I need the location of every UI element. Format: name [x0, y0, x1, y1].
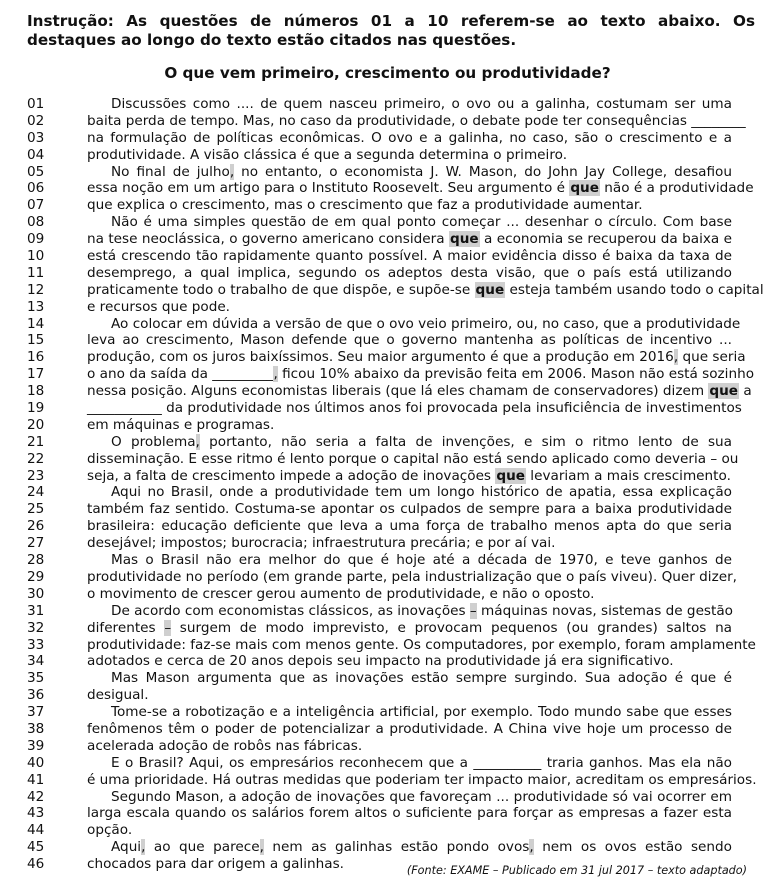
text-segment: o movimento de crescer gerou aumento de produtividade, e não o oposto.: [87, 585, 595, 602]
text-segment: opção.: [87, 822, 133, 839]
text-segment: desemprego, a qual implica, segundo os adeptos desta visão, que o país está utilizando: [87, 264, 732, 281]
highlighted-word: que: [449, 231, 479, 248]
line-text: [111, 704, 732, 721]
line-number: 34: [27, 653, 45, 670]
text-segment: ao que parece: [145, 839, 260, 856]
highlighted-punctuation: ,: [673, 349, 679, 366]
text-segment: o ano da saída da _________: [87, 366, 274, 383]
highlighted-punctuation: –: [469, 602, 477, 619]
line-text: [87, 721, 732, 738]
line-text: [87, 366, 755, 383]
text-segment: adotados e cerca de 20 anos depois seu impacto na produtividade já era significativo.: [87, 653, 674, 670]
text-line: [27, 721, 732, 738]
line-number: 29: [27, 568, 45, 585]
line-number: 45: [27, 839, 45, 856]
line-text: [87, 147, 732, 164]
line-text: [87, 822, 732, 839]
text-line: [27, 400, 742, 417]
text-line: [27, 130, 732, 147]
text-segment: produtividade: faz-se mais com menos gente. Os computadores, por exemplo, foram amplamente: [87, 636, 756, 653]
line-number: 13: [27, 298, 45, 315]
line-text: [111, 789, 732, 806]
line-number: 39: [27, 737, 45, 754]
line-number: 09: [27, 231, 45, 248]
highlighted-punctuation: ,: [229, 163, 235, 180]
line-number: 08: [27, 214, 45, 231]
text-line: [27, 687, 732, 704]
line-number: 32: [27, 619, 45, 636]
line-number: 17: [27, 366, 45, 383]
text-line: [27, 248, 732, 265]
source-citation: (Fonte: EXAME – Publicado em 31 jul 2017 – texto adaptado): [406, 864, 747, 877]
line-number: 44: [27, 822, 45, 839]
highlighted-punctuation: ,: [195, 433, 200, 450]
text-line: [27, 164, 732, 181]
line-number: 05: [27, 163, 45, 180]
numbered-text-body: [27, 96, 764, 873]
text-line: [27, 147, 732, 164]
line-number: 38: [27, 720, 45, 737]
text-line: [27, 822, 732, 839]
line-text: [87, 299, 732, 316]
line-text: [87, 450, 739, 468]
text-segment: em máquinas e programas.: [87, 416, 275, 433]
text-line: [27, 789, 732, 806]
text-line: [27, 586, 732, 603]
text-segment: produtividade. A visão clássica é que a segunda determina o primeiro.: [87, 146, 568, 163]
text-line: [27, 180, 754, 197]
text-line: [27, 518, 732, 535]
text-line: [27, 484, 732, 501]
highlighted-punctuation: ,: [259, 839, 264, 856]
text-line: [27, 231, 732, 248]
line-text: [87, 281, 764, 299]
line-number: 03: [27, 129, 45, 146]
text-line: [27, 417, 732, 434]
line-number: 36: [27, 687, 45, 704]
text-segment: ___________ da produtividade nos últimos anos foi provocada pela insuficiência de investimentos: [87, 400, 742, 417]
text-line: [27, 535, 732, 552]
line-text: [87, 332, 732, 349]
line-number: 46: [27, 856, 45, 873]
line-number: 27: [27, 535, 45, 552]
text-line: [27, 366, 755, 383]
line-number: 31: [27, 602, 45, 619]
text-segment: Discussões como .... de quem nasceu primeiro, o ovo ou a galinha, costumam ser uma: [111, 96, 732, 112]
text-segment: De acordo com economistas clássicos, as inovações: [111, 602, 470, 619]
line-number: 12: [27, 281, 45, 298]
line-text: [111, 670, 732, 687]
text-segment: esteja também usando todo o capital: [505, 281, 764, 298]
text-segment: desejável; impostos; burocracia; infraestrutura precária; e por aí vai.: [87, 535, 556, 552]
line-text: [87, 383, 752, 400]
text-segment: surgem de modo imprevisto, e provocam pequenos (ou grandes) saltos na: [171, 619, 733, 636]
text-segment: baita perda de tempo. Mas, no caso da produtividade, o debate pode ter consequências ________: [87, 112, 746, 129]
line-number: 15: [27, 332, 45, 349]
text-segment: nem os ovos estão sendo: [533, 839, 732, 856]
line-text: [111, 164, 732, 181]
line-text: [111, 214, 732, 231]
line-text: [87, 501, 732, 518]
line-text: [111, 96, 732, 113]
text-line: [27, 299, 732, 316]
text-segment: também faz sentido. Costuma-se apontar os culpados de sempre para a baixa produtividade: [87, 501, 732, 518]
line-text: [87, 180, 754, 197]
text-segment: Aqui: [111, 839, 142, 856]
line-text: [87, 535, 732, 552]
text-segment: acelerada adoção de robôs nas fábricas.: [87, 737, 363, 754]
text-line: [27, 738, 732, 755]
text-segment: Ao colocar em dúvida a versão de que o ovo veio primeiro, ou, no caso, que a produtividade: [111, 315, 741, 332]
text-line: [27, 568, 737, 586]
line-number: 41: [27, 771, 45, 788]
text-title: O que vem primeiro, crescimento ou produtividade?: [164, 64, 611, 82]
text-segment: no entanto, o economista J. W. Mason, do John Jay College, desafiou: [234, 163, 732, 180]
line-text: [111, 839, 732, 856]
line-text: [87, 738, 732, 755]
line-number: 20: [27, 416, 45, 433]
line-text: [87, 468, 732, 485]
line-number: 26: [27, 518, 45, 535]
highlighted-punctuation: ,: [529, 839, 534, 856]
line-number: 42: [27, 788, 45, 805]
text-line: [27, 805, 732, 822]
highlighted-word: que: [475, 281, 505, 298]
text-segment: levariam a mais crescimento.: [525, 467, 731, 484]
line-number: 37: [27, 704, 45, 721]
line-text: [87, 400, 742, 417]
text-segment: máquinas novas, sistemas de gestão: [476, 602, 733, 619]
line-number: 43: [27, 805, 45, 822]
line-number: 19: [27, 400, 45, 417]
line-text: [87, 417, 732, 434]
line-text: [111, 434, 732, 451]
line-number: 21: [27, 433, 45, 450]
text-line: [27, 704, 732, 721]
line-text: [87, 349, 746, 366]
line-text: [87, 586, 732, 603]
line-text: [87, 568, 737, 586]
text-segment: a: [739, 383, 752, 400]
text-segment: Mas Mason argumenta que as inovações estão sempre surgindo. Sua adoção é que é: [111, 670, 732, 687]
text-segment: seja, a falta de crescimento impede a adoção de inovações: [87, 467, 496, 484]
line-number: 28: [27, 552, 45, 569]
line-number: 30: [27, 585, 45, 602]
line-text: [87, 518, 732, 535]
text-line: [27, 315, 741, 333]
text-segment: a economia se recuperou da baixa e: [479, 231, 732, 248]
text-line: [27, 636, 756, 654]
text-segment: larga escala quando os salários forem altos o suficiente para forçar as empresas a fazer esta: [87, 805, 732, 822]
text-line: [27, 112, 746, 130]
text-segment: nem as galinhas estão pondo ovos: [263, 839, 530, 856]
line-text: [87, 231, 732, 248]
highlighted-punctuation: ,: [141, 839, 146, 856]
line-text: [87, 130, 732, 147]
text-line: [27, 771, 757, 789]
line-text: [87, 112, 746, 130]
line-number: 18: [27, 383, 45, 400]
text-line: [27, 653, 732, 670]
text-segment: leva ao crescimento, Mason defende que o governo mantenha as políticas de incentivo ...: [87, 332, 732, 349]
text-segment: que explica o crescimento, mas o crescimento que faz a produtividade aumentar.: [87, 197, 643, 214]
text-line: [27, 197, 732, 214]
line-number: 35: [27, 670, 45, 687]
text-line: [27, 434, 732, 451]
text-line: [27, 755, 732, 772]
text-line: [27, 383, 752, 400]
text-segment: Segundo Mason, a adoção de inovações que favoreçam ... produtividade só vai ocorrer em: [111, 788, 732, 805]
text-segment: Tome-se a robotização e a inteligência artificial, por exemplo. Todo mundo sabe que esses: [111, 704, 732, 721]
text-line: [27, 620, 732, 637]
line-number: 10: [27, 248, 45, 265]
text-segment: disseminação. E esse ritmo é lento porque o capital não está sendo aplicado como deveria – ou: [87, 450, 739, 467]
text-segment: na formulação de políticas econômicas. O ovo e a galinha, no caso, são o crescimento e a: [87, 129, 732, 146]
line-text: [87, 197, 732, 214]
instruction-text: Instrução: As questões de números 01 a 10 referem-se ao texto abaixo. Os destaques ao longo do texto estão citados nas questões.: [27, 12, 755, 49]
highlighted-word: que: [496, 467, 525, 484]
text-segment: portanto, não seria a falta de invenções, e sim o ritmo lento de sua: [199, 433, 732, 450]
text-segment: Não é uma simples questão de em qual ponto começar ... desenhar o círculo. Com base: [111, 214, 732, 231]
line-number: 22: [27, 450, 45, 467]
text-line: [27, 468, 732, 485]
line-text: [87, 687, 732, 704]
text-segment: ficou 10% abaixo da previsão feita em 2006. Mason não está sozinho: [277, 366, 755, 383]
text-segment: fenômenos têm o poder de potencializar a produtividade. A China vive hoje um processo de: [87, 720, 732, 737]
line-number: 07: [27, 197, 45, 214]
line-text: [111, 484, 732, 501]
line-number: 06: [27, 180, 45, 197]
line-number: 24: [27, 484, 45, 501]
line-number: 11: [27, 264, 45, 281]
highlighted-punctuation: –: [164, 619, 172, 636]
text-segment: Mas o Brasil não era melhor do que é hoje até a década de 1970, e teve ganhos de: [111, 552, 732, 569]
line-text: [87, 620, 732, 637]
text-line: [27, 96, 732, 113]
text-line: [27, 670, 732, 687]
line-text: [87, 636, 756, 654]
text-segment: na tese neoclássica, o governo americano considera: [87, 231, 449, 248]
line-text: [87, 248, 732, 265]
line-text: [87, 653, 732, 670]
line-number: 02: [27, 112, 45, 129]
line-number: 40: [27, 754, 45, 771]
text-line: [27, 450, 739, 468]
text-line: [27, 265, 732, 282]
line-number: 04: [27, 146, 45, 163]
text-segment: que seria: [678, 349, 746, 366]
line-text: [87, 265, 732, 282]
text-line: [27, 281, 764, 299]
line-text: [87, 771, 757, 789]
text-segment: é uma prioridade. Há outras medidas que poderiam ter impacto maior, acreditam os empresários.: [87, 771, 757, 788]
highlighted-word: que: [709, 383, 739, 400]
line-number: 16: [27, 349, 45, 366]
text-segment: nessa posição. Alguns economistas liberais (que lá eles chamam de conservadores) dizem: [87, 383, 709, 400]
line-number: 25: [27, 501, 45, 518]
text-line: [27, 214, 732, 231]
text-segment: chocados para dar origem a galinhas.: [87, 856, 344, 873]
text-segment: brasileira: educação deficiente que leva a uma força de trabalho menos apta do que seria: [87, 518, 732, 535]
line-text: [111, 603, 732, 620]
line-number: 23: [27, 467, 45, 484]
line-text: [87, 805, 732, 822]
text-segment: não é a produtividade: [599, 180, 754, 197]
text-segment: essa noção em um artigo para o Instituto Roosevelt. Seu argumento é: [87, 180, 570, 197]
line-text: [111, 755, 732, 772]
text-line: [27, 332, 732, 349]
text-line: [27, 501, 732, 518]
text-line: [27, 839, 732, 856]
line-text: [111, 552, 732, 569]
text-line: [27, 552, 732, 569]
line-text: [111, 315, 741, 333]
text-line: [27, 603, 732, 620]
highlighted-punctuation: ,: [273, 366, 278, 383]
text-segment: produtividade no período (em grande parte, pela industrialização que o país viveu). Quer dizer,: [87, 568, 737, 585]
text-segment: Aqui no Brasil, onde a produtividade tem um longo histórico de apatia, essa explicação: [111, 484, 732, 501]
text-segment: praticamente todo o trabalho de que dispõe, e supõe-se: [87, 281, 475, 298]
text-segment: No final de julho: [111, 163, 230, 180]
text-segment: está crescendo tão rapidamente quanto possível. A maior evidência disso é baixa da taxa de: [87, 248, 732, 265]
text-segment: E o Brasil? Aqui, os empresários reconhecem que a __________ traria ganhos. Mas ela não: [111, 754, 732, 771]
text-segment: e recursos que pode.: [87, 298, 231, 315]
highlighted-word: que: [570, 180, 599, 197]
text-segment: produção, com os juros baixíssimos. Seu maior argumento é que a produção em 2016: [87, 349, 674, 366]
text-line: [27, 349, 746, 366]
line-number: 14: [27, 315, 45, 332]
line-number: 01: [27, 96, 45, 112]
line-number: 33: [27, 636, 45, 653]
text-segment: diferentes: [87, 619, 165, 636]
text-segment: desigual.: [87, 687, 149, 704]
text-segment: O problema: [111, 433, 196, 450]
